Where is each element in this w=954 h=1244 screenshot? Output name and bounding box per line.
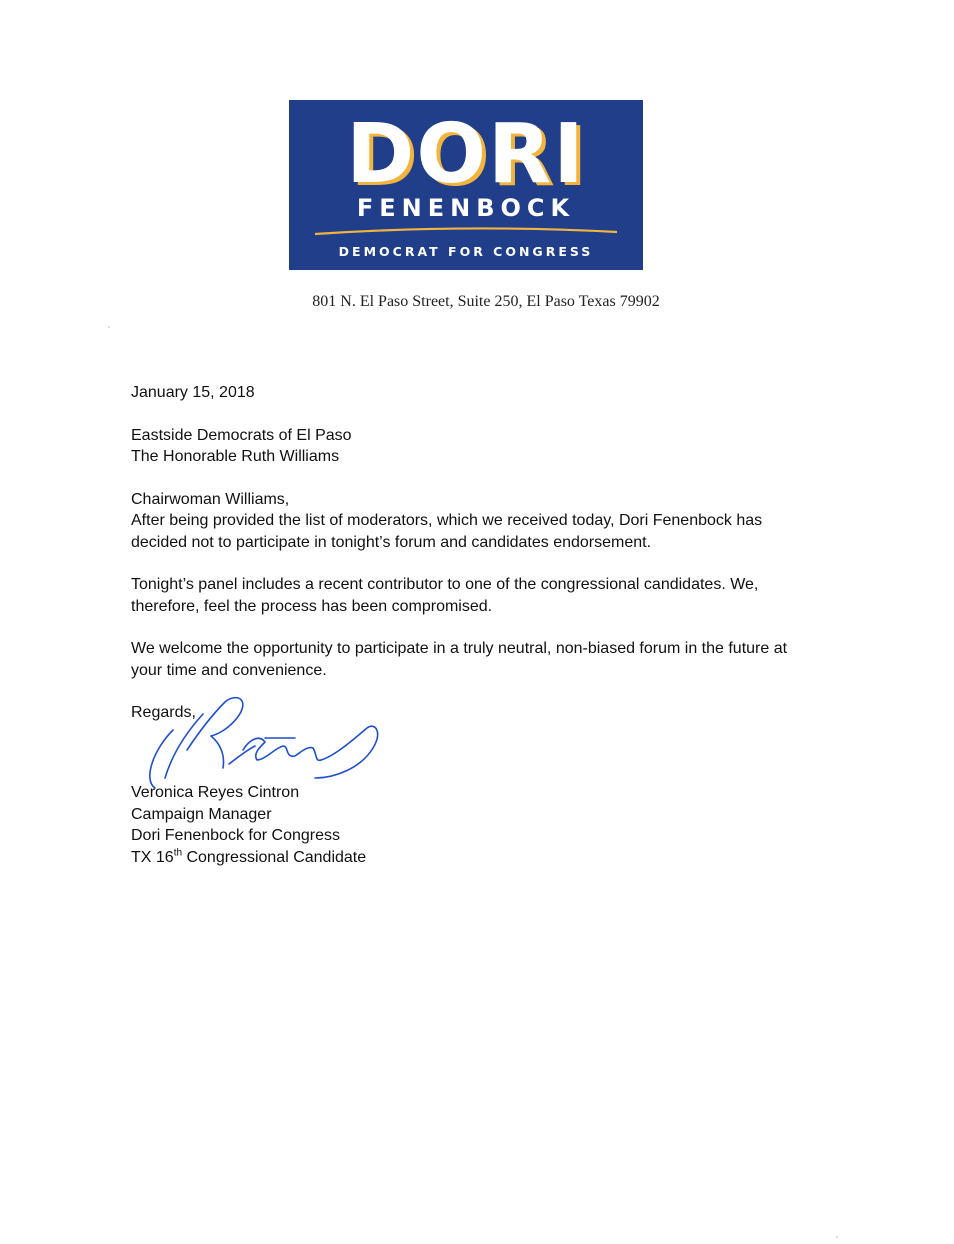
signer-candidate-prefix: TX 16 <box>131 848 174 866</box>
salutation: Chairwoman Williams, <box>131 490 290 508</box>
logo-tagline: DEMOCRAT FOR CONGRESS <box>338 244 594 259</box>
signature-block <box>131 702 821 782</box>
logo-first-name: DORI <box>346 107 586 202</box>
signer-candidate-suffix: Congressional Candidate <box>182 848 367 866</box>
logo-last-name: FENENBOCK <box>356 194 576 222</box>
letter-date: January 15, 2018 <box>131 384 255 401</box>
recipient-org: Eastside Democrats of El Paso <box>131 426 352 444</box>
scan-speck <box>836 1236 838 1238</box>
signer-title: Campaign Manager <box>131 805 272 823</box>
paragraph-1: After being provided the list of moderators, which we received today, Dori Fenenbock has decided not to participate in tonight’s forum and candidates endorsement. <box>131 512 763 551</box>
closing: Regards, <box>131 704 196 721</box>
paragraph-3: We welcome the opportunity to participate in a truly neutral, non-biased forum in the future at your time and convenience. <box>131 640 788 679</box>
signer-candidate <box>131 847 821 869</box>
paragraph-2: Tonight’s panel includes a recent contributor to one of the congressional candidates. We, therefore, feel the process has been compromised. <box>131 576 759 615</box>
signer-org: Dori Fenenbock for Congress <box>131 827 340 844</box>
signer-name: Veronica Reyes Cintron <box>131 784 300 801</box>
logo-swoosh-icon <box>313 226 619 236</box>
scan-speck <box>108 326 110 328</box>
letterhead-address: 801 N. El Paso Street, Suite 250, El Paso Texas 79902 <box>312 293 660 310</box>
letter-body <box>131 382 821 868</box>
campaign-logo <box>289 100 643 270</box>
recipient-name: The Honorable Ruth Williams <box>131 448 340 465</box>
signer-candidate-ordinal: th <box>173 847 183 859</box>
